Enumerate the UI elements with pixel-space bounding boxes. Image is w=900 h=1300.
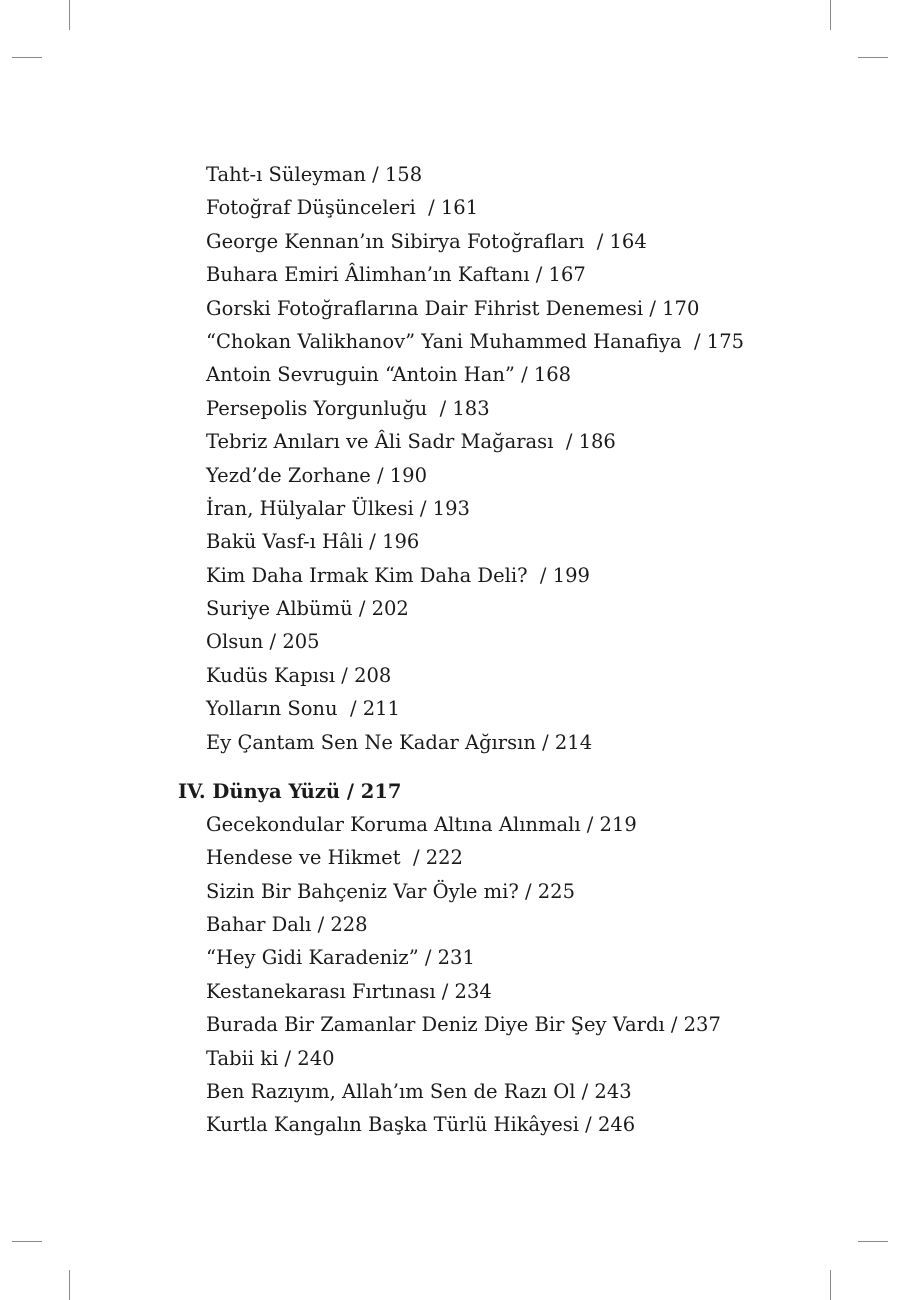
toc-entry: Yolların Sonu / 211 — [206, 697, 400, 721]
crop-mark-right-bottom — [858, 1241, 888, 1242]
toc-entry: Antoin Sevruguin “Antoin Han” / 168 — [206, 363, 572, 387]
toc-entry: İran, Hülyalar Ülkesi / 193 — [206, 496, 470, 520]
toc-entry: Gecekondular Koruma Altına Alınmalı / 219 — [206, 812, 637, 836]
crop-mark-left-top — [12, 57, 42, 58]
toc-entry: Ey Çantam Sen Ne Kadar Ağırsın / 214 — [206, 730, 593, 754]
toc-entry: Kestanekarası Fırtınası / 234 — [206, 979, 492, 1003]
crop-mark-left-bottom — [12, 1241, 42, 1242]
crop-mark-bottom-right — [830, 1270, 831, 1300]
toc-entry: Buhara Emiri Âlimhan’ın Kaftanı / 167 — [206, 263, 586, 287]
toc-entry: Kurtla Kangalın Başka Türlü Hikâyesi / 246 — [206, 1113, 636, 1137]
toc-entry: Burada Bir Zamanlar Deniz Diye Bir Şey Vardı / 237 — [206, 1013, 721, 1037]
toc-entry: Sizin Bir Bahçeniz Var Öyle mi? / 225 — [206, 879, 575, 903]
toc-entry: Yezd’de Zorhane / 190 — [206, 463, 427, 487]
toc-entry: Taht-ı Süleyman / 158 — [206, 163, 423, 186]
toc-entry: Suriye Albümü / 202 — [206, 597, 409, 621]
toc-entry: Tebriz Anıları ve Âli Sadr Mağarası / 186 — [206, 430, 616, 454]
toc-entry: Hendese ve Hikmet / 222 — [206, 846, 463, 870]
toc-entries-before — [178, 158, 858, 759]
toc-entry: “Hey Gidi Karadeniz” / 231 — [206, 946, 475, 970]
toc-entry: Tabii ki / 240 — [206, 1046, 335, 1070]
crop-mark-top-left — [69, 0, 70, 30]
toc-entry: Kudüs Kapısı / 208 — [206, 663, 392, 687]
toc-entry: Bahar Dalı / 228 — [206, 913, 368, 937]
table-of-contents — [178, 158, 858, 1142]
crop-mark-right-top — [858, 57, 888, 58]
toc-entry: Persepolis Yorgunluğu / 183 — [206, 396, 490, 420]
toc-entry: Ben Razıyım, Allah’ım Sen de Razı Ol / 243 — [206, 1080, 632, 1104]
toc-section-entries — [178, 808, 858, 1142]
toc-section-heading: IV. Dünya Yüzü / 217 — [178, 779, 402, 803]
toc-entry: Kim Daha Irmak Kim Daha Deli? / 199 — [206, 563, 590, 587]
toc-entry: Fotoğraf Düşünceleri / 161 — [206, 196, 479, 220]
toc-entry: Olsun / 205 — [206, 630, 320, 654]
toc-entry: “Chokan Valikhanov” Yani Muhammed Hanafiya / 175 — [206, 329, 745, 353]
crop-mark-top-right — [830, 0, 831, 30]
toc-entry: George Kennan’ın Sibirya Fotoğrafları / 164 — [206, 229, 647, 253]
toc-entry: Bakü Vasf-ı Hâli / 196 — [206, 530, 420, 554]
toc-entry: Gorski Fotoğraflarına Dair Fihrist Denemesi / 170 — [206, 296, 700, 320]
crop-mark-bottom-left — [69, 1270, 70, 1300]
